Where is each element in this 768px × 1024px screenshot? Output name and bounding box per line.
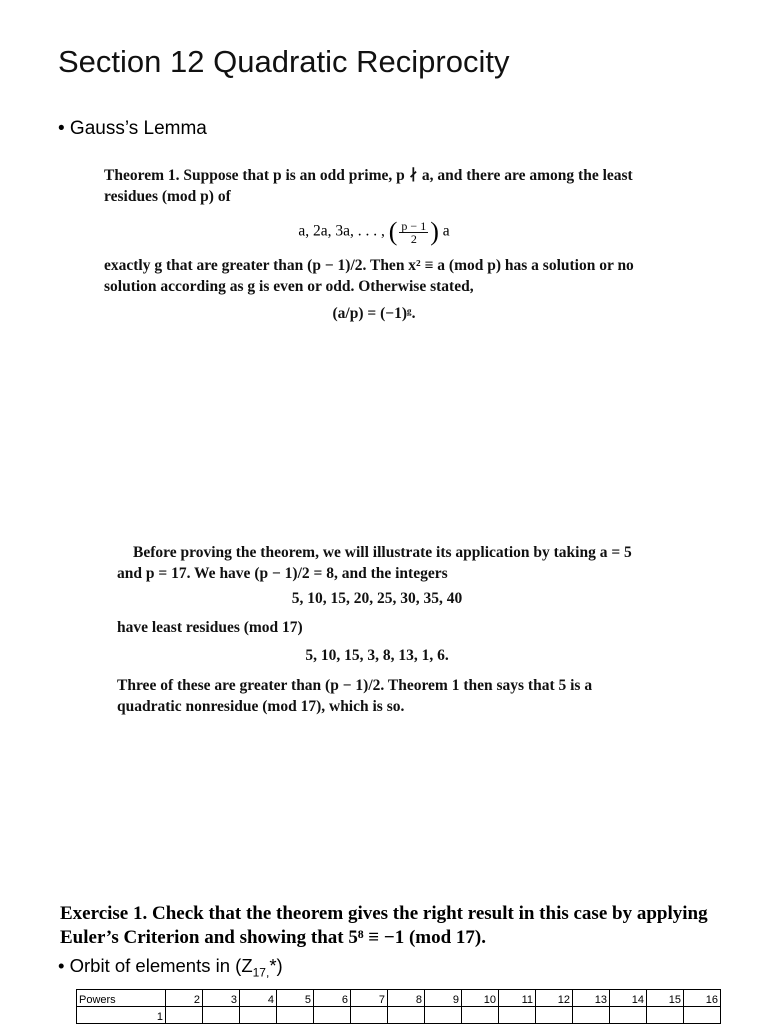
table-cell[interactable] — [351, 1007, 388, 1024]
table-header-label: Powers — [77, 990, 166, 1007]
table-header-cell: 4 — [240, 990, 277, 1007]
table-cell[interactable] — [166, 1007, 203, 1024]
sequence-suffix: a — [442, 222, 450, 240]
orbit-table — [76, 989, 721, 1024]
exercise-block — [60, 902, 740, 950]
table-cell[interactable] — [388, 1007, 425, 1024]
page-title: Section 12 Quadratic Reciprocity — [58, 44, 510, 79]
example-para-3: Three of these are greater than (p − 1)/2. Theorem 1 then says that 5 is a quadratic nonresidue (mod 17), which is so. — [117, 677, 593, 715]
table-header-cell: 16 — [684, 990, 721, 1007]
table-header-cell: 7 — [351, 990, 388, 1007]
table-cell[interactable] — [462, 1007, 499, 1024]
table-header-cell: 15 — [647, 990, 684, 1007]
paren-close: ) — [430, 217, 439, 246]
table-header-cell: 13 — [573, 990, 610, 1007]
example-block — [117, 542, 637, 717]
example-para-2: have least residues (mod 17) — [117, 619, 303, 636]
orbit-suffix: *) — [269, 955, 283, 976]
table-row — [77, 1007, 721, 1024]
table-cell[interactable] — [425, 1007, 462, 1024]
table-header-cell: 11 — [499, 990, 536, 1007]
example-residue-list: 5, 10, 15, 3, 8, 13, 1, 6. — [305, 647, 449, 664]
table-header-cell: 8 — [388, 990, 425, 1007]
table-header-cell: 12 — [536, 990, 573, 1007]
table-cell[interactable] — [610, 1007, 647, 1024]
example-para-1: Before proving the theorem, we will illustrate its application by taking a = 5 and p = 17. We have (p − 1)/2 = 8, and the integers — [117, 544, 632, 582]
theorem-body: exactly g that are greater than (p − 1)/2. Then x² ≡ a (mod p) has a solution or no solution according as g is even or odd. Otherwise stated, — [104, 257, 634, 295]
fraction-denominator: 2 — [410, 231, 417, 246]
fraction-numerator: p − 1 — [401, 218, 427, 233]
table-header-row — [77, 990, 721, 1007]
example-integer-list: 5, 10, 15, 20, 25, 30, 35, 40 — [291, 590, 463, 607]
table-header-cell: 2 — [166, 990, 203, 1007]
table-header-cell: 3 — [203, 990, 240, 1007]
fraction — [399, 220, 428, 245]
theorem-label: Theorem 1. — [104, 167, 180, 184]
theorem-block — [104, 165, 644, 324]
table-cell[interactable] — [573, 1007, 610, 1024]
theorem-intro-text: Suppose that p is an odd prime, p ∤ a, and there are among the least residues (mod p) of — [104, 167, 633, 205]
theorem-sequence — [104, 217, 644, 247]
table-header-cell: 6 — [314, 990, 351, 1007]
table-header-cell: 14 — [610, 990, 647, 1007]
theorem-formula: (a/p) = (−1)ᵍ. — [332, 305, 416, 322]
table-cell[interactable] — [314, 1007, 351, 1024]
bullet-gauss-lemma: • Gauss’s Lemma — [58, 118, 207, 139]
paren-open: ( — [388, 217, 398, 246]
table-cell[interactable] — [536, 1007, 573, 1024]
table-header-cell: 5 — [277, 990, 314, 1007]
table-cell[interactable] — [240, 1007, 277, 1024]
table-cell[interactable] — [499, 1007, 536, 1024]
table-header-cell: 10 — [462, 990, 499, 1007]
exercise-label: Exercise 1. — [60, 903, 148, 924]
table-cell[interactable] — [277, 1007, 314, 1024]
theorem-intro — [104, 165, 644, 207]
table-cell[interactable] — [203, 1007, 240, 1024]
exercise-text: Check that the theorem gives the right result in this case by applying Euler’s Criterion and showing that 5⁸ ≡ −1 (mod 17). — [60, 903, 708, 948]
bullet-orbit — [58, 955, 283, 980]
table-cell[interactable] — [684, 1007, 721, 1024]
table-row-label: 1 — [77, 1007, 166, 1024]
sequence-prefix: a, 2a, 3a, . . . , — [298, 222, 385, 240]
orbit-subscript: 17, — [252, 965, 270, 980]
table-cell[interactable] — [647, 1007, 684, 1024]
orbit-prefix: • Orbit of elements in (Z — [58, 955, 253, 976]
table-header-cell: 9 — [425, 990, 462, 1007]
